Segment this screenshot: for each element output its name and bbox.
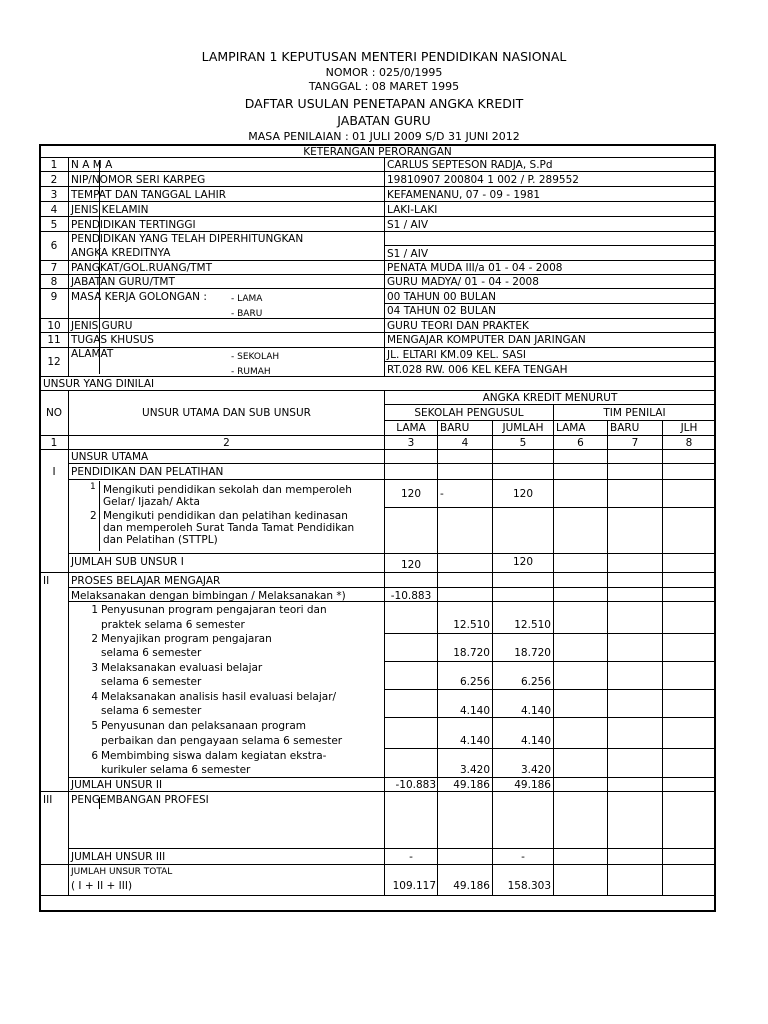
document-title: LAMPIRAN 1 KEPUTUSAN MENTERI PENDIDIKAN NASIONAL [201,49,567,64]
angka-kredit-header: ANGKA KREDIT MENURUT [482,392,618,404]
section-i-roman: I [52,466,56,478]
col-unsur-header: UNSUR UTAMA DAN SUB UNSUR [142,407,311,419]
unsur-utama-label: UNSUR UTAMA [71,451,149,463]
form-subtitle: JABATAN GURU [337,113,431,128]
decree-number: NOMOR : 025/0/1995 [325,66,443,79]
section-i-title: PENDIDIKAN DAN PELATIHAN [71,466,224,478]
section-iii-title: PENGEMBANGAN PROFESI [71,794,209,806]
col-no-header: NO [45,407,63,419]
personal-heading: KETERANGAN PERORANGAN [303,146,452,158]
sekolah-pengusul-header: SEKOLAH PENGUSUL [414,407,524,419]
section-iii-roman: III [43,794,53,806]
assessment-period: MASA PENILAIAN : 01 JULI 2009 S/D 31 JUNI 2012 [248,130,520,143]
section-ii-title: PROSES BELAJAR MENGAJAR [71,575,221,587]
form-title: DAFTAR USULAN PENETAPAN ANGKA KREDIT [244,96,524,111]
tim-penilai-header: TIM PENILAI [603,407,666,419]
decree-date: TANGGAL : 08 MARET 1995 [308,80,460,93]
section-ii-roman: II [43,575,50,587]
unsur-heading: UNSUR YANG DINILAI [43,378,155,390]
